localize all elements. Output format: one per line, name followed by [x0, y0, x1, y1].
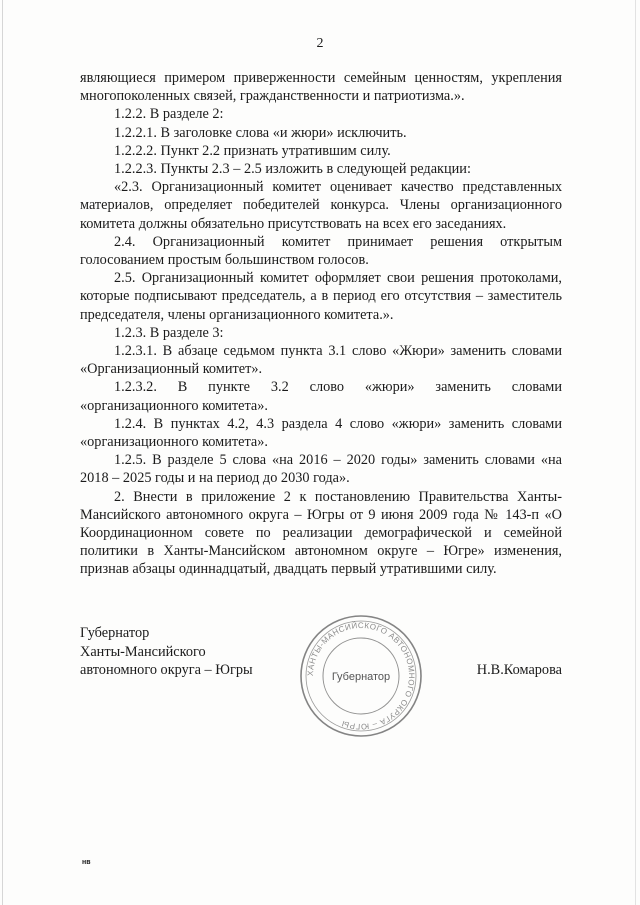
paragraph: 1.2.3.2. В пункте 3.2 слово «жюри» заменить словами «организационного комитета». — [80, 379, 562, 414]
scan-edge-right — [635, 0, 636, 905]
paragraph: 2. Внести в приложение 2 к постановлению Правительства Ханты-Мансийского автономного округа – Югры от 9 июня 2009 года № 143-п «О Координационном совете по реализации демографической и семейной политики в Ханты-Мансийском автономном округе – Югре» изменения, признав абзацы одиннадцатый, двадцать первый утратившими силу. — [80, 488, 562, 578]
page-number: 2 — [316, 36, 324, 51]
signatory-name: Н.В.Комарова — [476, 662, 562, 678]
executor-mark: нв — [82, 859, 91, 866]
paragraph: «2.3. Организационный комитет оценивает качество представленных материалов, определяет победителей конкурса. Члены организационного комитета должны обязательно присутствовать на всех его заседаниях. — [80, 179, 562, 232]
paragraph: 1.2.5. В разделе 5 слова «на 2016 – 2020 годы» заменить словами «на 2018 – 2025 годы и на период до 2030 года». — [80, 452, 562, 487]
paragraph: 2.4. Организационный комитет принимает решения открытым голосованием простым большинством голосов. — [80, 233, 562, 269]
official-seal — [296, 611, 426, 741]
document-body — [80, 69, 562, 579]
paragraph: 2.5. Организационный комитет оформляет свои решения протоколами, которые подписывают председатель, а в период его отсутствия – заместитель председателя, члены организационного комитета.». — [80, 270, 562, 323]
paragraph: 1.2.2.3. Пункты 2.3 – 2.5 изложить в следующей редакции: — [114, 161, 471, 178]
signatory-title-line: Губернатор — [80, 625, 150, 641]
scan-edge-left — [2, 0, 3, 905]
signature-block — [80, 620, 562, 744]
paragraph: 1.2.4. В пунктах 4.2, 4.3 раздела 4 слово «жюри» заменить словами «организационного комитета». — [80, 415, 562, 451]
signatory-title — [80, 624, 253, 680]
paragraph: 1.2.2. В разделе 2: — [114, 106, 224, 123]
signatory-title-line: Ханты-Мансийского — [80, 643, 206, 660]
paragraph: 1.2.3.1. В абзаце седьмом пункта 3.1 слово «Жюри» заменить словами «Организационный комитет». — [80, 343, 562, 378]
paragraph: 1.2.2.1. В заголовке слова «и жюри» исключить. — [114, 124, 407, 141]
paragraph: 1.2.2.2. Пункт 2.2 признать утратившим силу. — [114, 142, 391, 159]
seal-ring-text: ХАНТЫ-МАНСИЙСКОГО АВТОНОМНОГО ОКРУГА – ЮГРЫ — [305, 620, 417, 732]
signatory-title-line: автономного округа – Югры — [80, 662, 253, 678]
paragraph: являющиеся примером приверженности семейным ценностям, укрепления многопоколенных связей, гражданственности и патриотизма.». — [80, 70, 562, 105]
seal-center-text: Губернатор — [331, 671, 391, 683]
paragraph: 1.2.3. В разделе 3: — [114, 324, 224, 341]
